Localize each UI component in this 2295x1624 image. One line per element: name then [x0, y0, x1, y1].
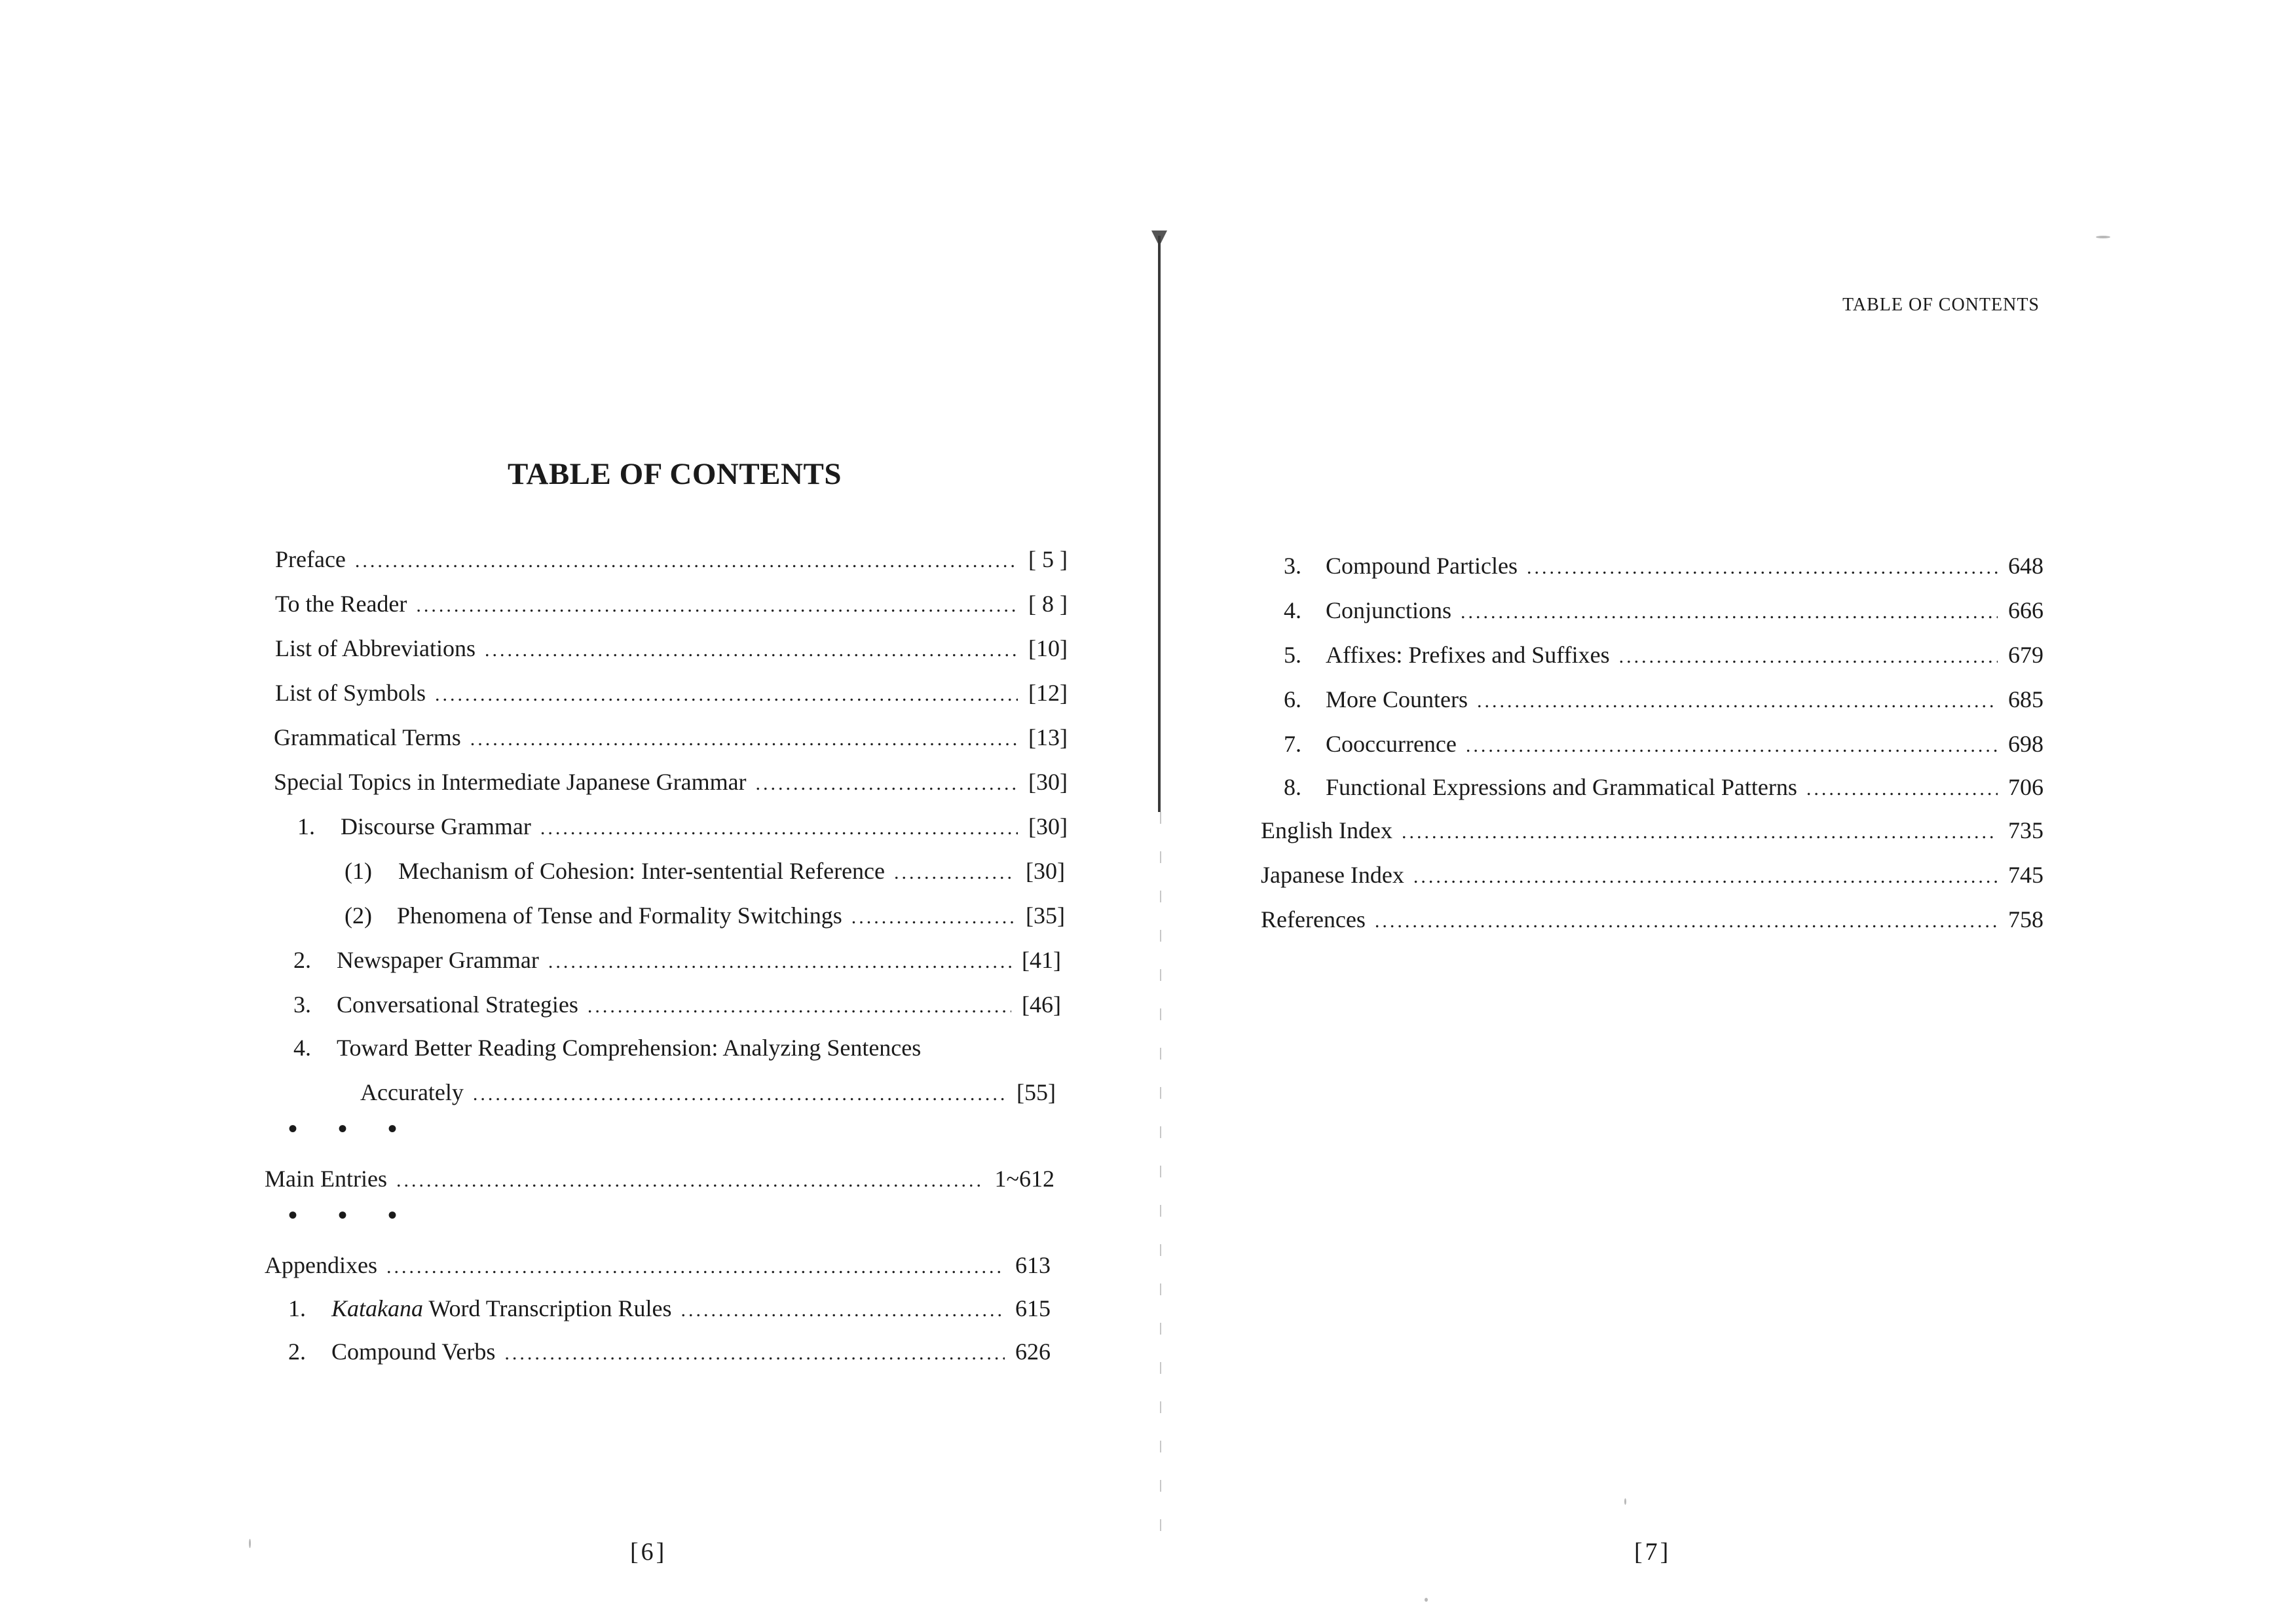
toc-entry-label: Grammatical Terms: [274, 724, 461, 750]
toc-entry-label: References: [1261, 906, 1366, 932]
dot-leader: [470, 725, 1018, 754]
toc-entry-page: [30]: [1028, 813, 1068, 840]
toc-entry-number: 4.: [293, 1035, 311, 1061]
toc-entry-label: [331, 1294, 681, 1323]
toc-entry-page: 648: [2008, 553, 2043, 579]
dot-leader: [416, 591, 1018, 620]
toc-entry-page: 758: [2008, 906, 2043, 932]
toc-entry-label: Compound Particles: [1326, 553, 1518, 579]
page-gutter: [1158, 236, 1161, 812]
toc-entry-number: 3.: [293, 991, 311, 1018]
toc-entry-page: 626: [1015, 1338, 1051, 1365]
toc-entry-page: 685: [2008, 686, 2043, 712]
toc-entry[interactable]: [265, 1251, 1051, 1282]
toc-entry-page: 735: [2008, 817, 2043, 843]
page-number: [7]: [1634, 1538, 1671, 1566]
toc-entry-label: Discourse Grammar: [341, 813, 531, 840]
toc-entry[interactable]: [293, 1033, 1061, 1062]
toc-entry-label: Accurately: [360, 1079, 464, 1105]
dot-leader: [1461, 598, 1998, 627]
toc-entry-page: [30]: [1028, 769, 1068, 795]
page-title: TABLE OF CONTENTS: [508, 457, 842, 492]
toc-entry-page: [46]: [1022, 991, 1061, 1018]
dot-leader: [1619, 642, 1998, 671]
toc-entry-page: [41]: [1022, 947, 1061, 973]
toc-entry-page: [10]: [1028, 635, 1068, 661]
toc-entry-label: Toward Better Reading Comprehension: Analyzing Sentences: [337, 1035, 922, 1061]
dot-leader: [540, 814, 1018, 843]
toc-entry-number: 3.: [1284, 553, 1301, 579]
dot-leader: [894, 858, 1015, 887]
toc-entry[interactable]: [275, 589, 1068, 620]
toc-entry-number: 4.: [1284, 597, 1301, 623]
toc-entry-label: Conversational Strategies: [337, 991, 578, 1018]
toc-entry-label: Compound Verbs: [331, 1338, 496, 1365]
toc-entry[interactable]: [274, 723, 1068, 754]
toc-entry-page: [30]: [1026, 858, 1065, 884]
toc-entry[interactable]: [265, 1164, 1054, 1195]
scan-speck: [1624, 1498, 1626, 1505]
toc-entry[interactable]: [1261, 905, 2043, 936]
toc-entry-label: Mechanism of Cohesion: Inter-sentential Reference: [398, 858, 886, 884]
toc-entry[interactable]: [1284, 596, 2043, 627]
toc-entry[interactable]: [1261, 860, 2043, 891]
toc-entry-label: Special Topics in Intermediate Japanese Grammar: [274, 769, 747, 795]
dot-leader: [1477, 687, 1998, 716]
dot-leader: [588, 992, 1011, 1021]
toc-entry[interactable]: [1284, 729, 2043, 760]
toc-entry[interactable]: [1284, 640, 2043, 671]
ellipsis-mark: • • •: [288, 1114, 415, 1143]
toc-entry[interactable]: [1261, 816, 2043, 847]
dot-leader: [473, 1080, 1006, 1109]
toc-entry-label: To the Reader: [275, 591, 407, 617]
dot-leader: [1413, 862, 1998, 891]
toc-entry[interactable]: [275, 634, 1068, 665]
toc-entry[interactable]: [293, 946, 1061, 976]
toc-entry-page: [13]: [1028, 724, 1068, 750]
dot-leader: [756, 769, 1018, 798]
toc-entry-label: Main Entries: [265, 1166, 387, 1192]
toc-entry[interactable]: [293, 990, 1061, 1021]
toc-entry-page: 706: [2008, 774, 2043, 800]
toc-entry-number: (2): [345, 902, 372, 929]
toc-entry[interactable]: [360, 1078, 1056, 1109]
dot-leader: [851, 903, 1015, 932]
toc-entry-number: 7.: [1284, 731, 1301, 757]
toc-entry-label: List of Abbreviations: [275, 635, 476, 661]
right-page: [1163, 0, 2295, 1624]
toc-entry[interactable]: [288, 1294, 1051, 1325]
toc-entry-label: Affixes: Prefixes and Suffixes: [1326, 642, 1610, 668]
dot-leader: [548, 948, 1011, 976]
toc-entry-number: 6.: [1284, 686, 1301, 712]
scan-speck: [1425, 1598, 1428, 1602]
toc-entry-page: 615: [1015, 1295, 1051, 1321]
toc-entry[interactable]: [297, 812, 1068, 843]
toc-entry[interactable]: [275, 545, 1068, 576]
toc-entry-number: 2.: [288, 1338, 306, 1365]
toc-entry[interactable]: [345, 857, 1065, 887]
toc-entry-page: [55]: [1017, 1079, 1056, 1105]
toc-entry-label: Conjunctions: [1326, 597, 1452, 623]
dot-leader: [1375, 907, 1998, 936]
scan-speck: [2096, 236, 2110, 238]
toc-entry[interactable]: [1284, 685, 2043, 716]
toc-entry[interactable]: [1284, 551, 2043, 582]
ellipsis-mark: • • •: [288, 1200, 415, 1230]
dot-leader: [1527, 553, 1998, 582]
toc-entry[interactable]: [274, 767, 1068, 798]
toc-entry-label: List of Symbols: [275, 680, 426, 706]
toc-entry-page: [12]: [1028, 680, 1068, 706]
dot-leader: [386, 1253, 1005, 1282]
toc-entry-label: English Index: [1261, 817, 1392, 843]
toc-entry-page: 679: [2008, 642, 2043, 668]
toc-entry-number: 1.: [297, 813, 315, 840]
toc-entry-label: Japanese Index: [1261, 862, 1404, 888]
dot-leader: [355, 547, 1018, 576]
toc-entry[interactable]: [345, 901, 1065, 932]
toc-entry-page: [ 8 ]: [1028, 591, 1068, 617]
toc-entry-page: 1~612: [994, 1166, 1054, 1192]
toc-entry-number: 5.: [1284, 642, 1301, 668]
page-number: [6]: [630, 1538, 667, 1566]
toc-entry-label: Preface: [275, 546, 346, 572]
running-head: TABLE OF CONTENTS: [1842, 295, 2040, 315]
toc-entry-label: Phenomena of Tense and Formality Switchings: [397, 902, 842, 929]
toc-entry-page: 666: [2008, 597, 2043, 623]
toc-entry-number: 1.: [288, 1295, 306, 1321]
toc-entry-label: Cooccurrence: [1326, 731, 1457, 757]
dot-leader: [1806, 775, 1998, 803]
toc-entry-label: More Counters: [1326, 686, 1468, 712]
toc-entry-label: Appendixes: [265, 1252, 377, 1278]
toc-entry[interactable]: [288, 1337, 1051, 1368]
toc-entry-page: [35]: [1026, 902, 1065, 929]
toc-entry-label: Newspaper Grammar: [337, 947, 539, 973]
toc-entry[interactable]: [275, 678, 1068, 709]
dot-leader: [485, 636, 1018, 665]
toc-entry-page: 698: [2008, 731, 2043, 757]
toc-entry-page: 613: [1015, 1252, 1051, 1278]
toc-entry-number: 2.: [293, 947, 311, 973]
toc-entry-label: Functional Expressions and Grammatical Patterns: [1326, 774, 1797, 800]
scan-speck: [249, 1539, 251, 1548]
dot-leader: [435, 680, 1018, 709]
dot-leader: [504, 1339, 1005, 1368]
dot-leader: [681, 1296, 1005, 1325]
dot-leader: [396, 1166, 984, 1195]
toc-entry-label-italic: Katakana: [331, 1295, 423, 1321]
toc-entry-page: 745: [2008, 862, 2043, 888]
toc-entry-page: [ 5 ]: [1028, 546, 1068, 572]
page-gutter-faint: [1160, 812, 1161, 1545]
dot-leader: [1466, 731, 1998, 760]
toc-entry[interactable]: [1284, 773, 2043, 803]
toc-entry-label-rest: Word Transcription Rules: [423, 1295, 672, 1321]
toc-entry-number: 8.: [1284, 774, 1301, 800]
toc-entry-number: (1): [345, 858, 372, 884]
dot-leader: [1402, 818, 1998, 847]
